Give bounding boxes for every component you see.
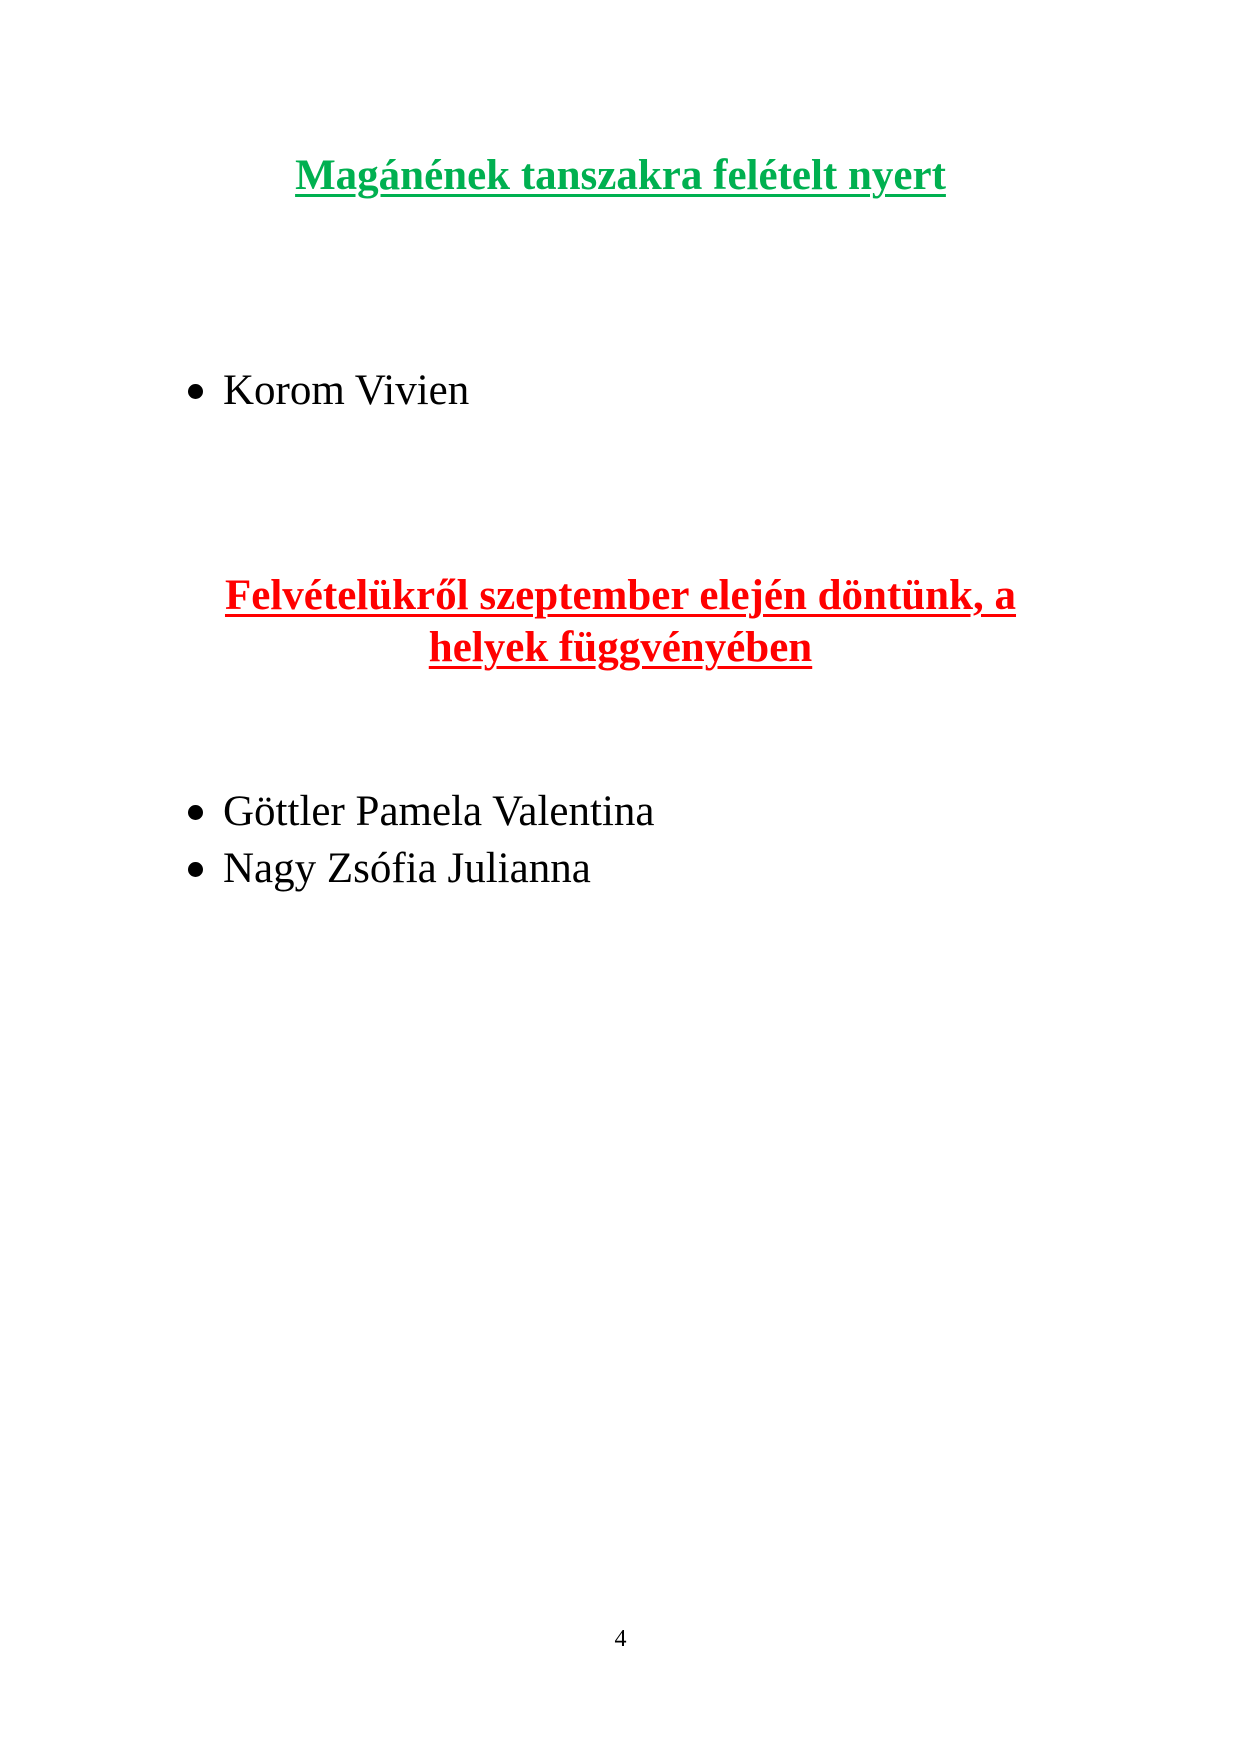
- section-heading-accepted: [120, 150, 1121, 202]
- heading-line: Magánének tanszakra felételt nyert: [295, 152, 946, 199]
- bullet-icon: [188, 805, 203, 820]
- student-name: Korom Vivien: [223, 367, 470, 414]
- bullet-icon: [188, 384, 203, 399]
- student-name: Nagy Zsófia Julianna: [223, 845, 591, 892]
- page-number: 4: [614, 1626, 627, 1652]
- student-name: Göttler Pamela Valentina: [223, 788, 655, 835]
- heading-line: Felvételükről szeptember elején döntünk, a: [224, 572, 1017, 619]
- bullet-icon: [188, 862, 203, 877]
- section-heading-pending: [120, 570, 1121, 674]
- heading-line: helyek függvényében: [428, 624, 813, 671]
